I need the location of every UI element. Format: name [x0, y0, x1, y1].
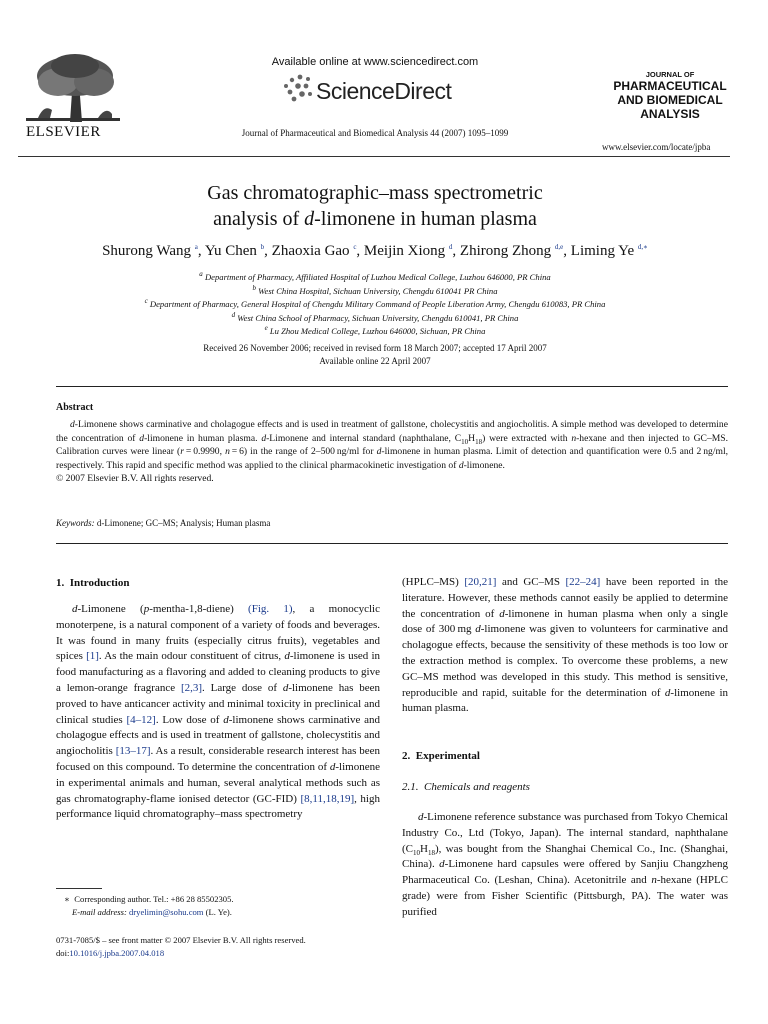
doi-link[interactable]: 10.1016/j.jpba.2007.04.018 — [69, 948, 165, 958]
separator: , — [452, 243, 460, 259]
author-name: Liming Ye — [570, 243, 635, 259]
email-suffix: (L. Ye). — [205, 907, 232, 917]
author-affil-link[interactable]: b — [260, 243, 265, 251]
separator: , — [356, 243, 364, 259]
title-text: -limonene in human plasma — [314, 208, 537, 230]
author-affil-link[interactable]: d,∗ — [637, 243, 648, 251]
affil-marker: a — [199, 270, 203, 279]
author-name: Meijin Xiong — [363, 243, 446, 259]
author-name: Zhaoxia Gao — [271, 243, 350, 259]
corresponding-author — [56, 893, 386, 906]
author — [102, 243, 205, 259]
affil-text: Lu Zhou Medical College, Luzhou 646000, Sichuan, PR China — [269, 326, 486, 336]
publisher-name: ELSEVIER — [26, 124, 101, 140]
affiliation — [40, 312, 710, 326]
author — [571, 243, 648, 259]
page-footer — [56, 934, 306, 960]
section-heading: 2. Experimental — [402, 750, 480, 762]
affil-marker: d — [231, 310, 236, 319]
affil-text: West China Hospital, Sichuan University, Chengdu 610041 PR China — [258, 285, 498, 296]
affil-marker: e — [264, 324, 268, 333]
issn-line: 0731-7085/$ – see front matter © 2007 Elsevier B.V. All rights reserved. — [56, 935, 306, 945]
affil-marker: c — [144, 297, 148, 306]
author-name: Shurong Wang — [102, 243, 192, 259]
affil-marker: b — [252, 283, 256, 292]
sciencedirect-dots-icon — [280, 72, 320, 106]
author-affil-link[interactable]: c — [353, 243, 357, 251]
footnote — [56, 893, 386, 919]
title-line-2 — [80, 206, 670, 232]
author — [205, 243, 272, 259]
affiliation — [40, 325, 710, 339]
footnote-marker: ∗ — [64, 894, 70, 904]
citation-link[interactable]: [1] — [86, 650, 99, 663]
abstract-body: d-Limonene shows carminative and cholagogue effects and is used in treatment of gallstone, cholecystitis and angiocholitis. A simple method was developed to determine the concentration of d-limonene in human plasma. d-Limonene and internal standard (naphthalane, $C_{10}H_{18}$) were extracted with n-hexane and then injected to GC–MS. Calibration curves were linear (r = 0.9990, n = 6) in the range of 2–500 ng/ml for d-limonene in human plasma. Limit of detection and quantification were 0.5 and 2 ng/ml, respectively. This rapid and specific method was applied to the clinical pharmacokinetic investigation of d-limonene. © 2007 Elsevier B.V. All rights reserved. — [56, 419, 729, 484]
copyright: © 2007 Elsevier B.V. All rights reserved. — [56, 473, 214, 484]
article-dates — [60, 342, 690, 367]
email-link[interactable]: dryelimin@sohu.com — [128, 907, 204, 917]
affiliation — [40, 271, 710, 285]
doi-label: doi: — [56, 948, 70, 958]
elsevier-tree-icon — [18, 52, 128, 124]
journal-url[interactable]: www.elsevier.com/locate/jpba — [602, 142, 711, 152]
author-name: Zhirong Zhong — [459, 243, 552, 259]
journal-citation: Journal of Pharmaceutical and Biomedical Analysis 44 (2007) 1095–1099 — [241, 128, 509, 138]
doi-line — [56, 947, 306, 960]
abstract-top-rule — [56, 386, 728, 387]
title-line-1: Gas chromatographic–mass spectrometric — [207, 182, 543, 204]
title-text: analysis of — [213, 208, 305, 230]
citation-link[interactable]: [8,11,18,19] — [300, 792, 355, 805]
author-list — [30, 243, 720, 260]
elsevier-logo — [18, 52, 128, 142]
intro-column-left: d-Limonene (p-mentha-1,8-diene) (Fig. 1), a monocyclic monoterpene, is a natural component of a variety of foods and beverages. It was found in many fruits (especially citrus fruits), vegetables and spices [1]. As the main odour constituent of citrus, d-limonene is used in food manufacturing as a flavoring and added to cleaning products to give a lemon-orange fragrance [2,3]. Large dose of d-limonene has been proved to have anticancer activity and minimal toxicity in preclinical and clinical studies [4–12]. Low dose of d-limonene shows carminative and cholagogue effects and is used in treatment of gallstone, cholecystitis and angiocholitis [13–17]. As a result, considerable research interest has been focused on this compound. To determine the concentration of d-limonene in experimental animals and human, several analytical methods such as gas chromatography-flame ionised detector (GC-FID) [8,11,18,19], high performance liquid chromatography–mass spectrometry — [56, 603, 381, 821]
separator: , — [563, 243, 571, 259]
author-affil-link[interactable]: d,e — [554, 243, 564, 251]
citation-link[interactable]: [2,3] — [180, 681, 203, 694]
intro-column-right: (HPLC–MS) [20,21] and GC–MS [22–24] have been reported in the literature. However, these methods cannot easily be applied to determine the concentration of d-limonene in human plasma when only a single dose of 300 mg d-limonene was given to volunteers for carminative and cholagogue effects, because the sensitivity of these methods is too low or the extraction method is complex. To overcome these problems, a new GC–MS method was developed in this study. This method is sensitive, reproducible and rapid, suitable for the determination of d-limonene in human plasma. — [402, 576, 729, 715]
citation-link[interactable]: [13–17] — [115, 745, 151, 758]
title-italic: d — [304, 208, 315, 230]
available-online[interactable]: Available online at www.sciencedirect.com — [271, 56, 479, 68]
affil-text: West China School of Pharmacy, Sichuan University, Chengdu 610041, PR China — [237, 312, 519, 323]
email-line — [56, 906, 386, 919]
author — [364, 243, 460, 259]
separator: , — [264, 243, 272, 259]
author — [460, 243, 571, 259]
sciencedirect-logo[interactable] — [280, 72, 480, 108]
affil-text: Department of Pharmacy, Affiliated Hospital of Luzhou Medical College, Luzhou 646000, PR China — [204, 272, 551, 282]
citation-link[interactable]: [20,21] — [464, 576, 497, 588]
affiliation — [40, 285, 710, 299]
footnote-rule — [56, 888, 102, 889]
citation-link[interactable]: [4–12] — [126, 713, 156, 726]
chemicals-paragraph: d-Limonene reference substance was purchased from Tokyo Chemical Industry Co., Ltd (Tokyo, Japan). The internal standard, naphthalane $(C_{10}H_{18})$, was bought from the Shanghai Chemical Co., Inc. (Shanghai, China). d-Limonene hard capsules were offered by Sanjiu Changzheng Pharmaceutical Co. (Leshan, China). Acetonitrile and n-hexane (HPLC grade) were from Fisher Scientific (Pittsburgh, PA). The water was purified — [402, 811, 728, 918]
email-label: E-mail address: — [72, 907, 127, 917]
journal-name — [610, 70, 730, 121]
affiliations — [40, 271, 710, 339]
article-title — [80, 180, 670, 232]
footnote-text: Corresponding author. Tel.: +86 28 85502305. — [74, 894, 234, 904]
keywords-list: d-Limonene; GC–MS; Analysis; Human plasma — [96, 518, 271, 528]
journal-name-line: PHARMACEUTICAL — [613, 79, 727, 93]
sciencedirect-wordmark: ScienceDirect — [316, 78, 452, 104]
abstract-bottom-rule — [56, 543, 728, 544]
header-rule — [18, 156, 730, 157]
keywords — [56, 518, 270, 528]
abstract-heading: Abstract — [56, 402, 94, 413]
received-dates: Received 26 November 2006; received in revised form 18 March 2007; accepted 17 April 2007 — [203, 343, 547, 353]
affil-text: Department of Pharmacy, General Hospital of Chengdu Military Command of People Liberation Army, Chengdu 610083, PR China — [149, 299, 606, 309]
affiliation — [40, 298, 710, 312]
journal-name-line: AND BIOMEDICAL — [617, 93, 723, 107]
author-affil-link[interactable]: d — [448, 243, 453, 251]
keywords-label: Keywords: — [56, 518, 95, 528]
citation-link[interactable]: [22–24] — [565, 576, 601, 588]
journal-name-line: JOURNAL OF — [645, 70, 695, 79]
subsection-heading: 2.1. Chemicals and reagents — [402, 781, 530, 793]
online-date: Available online 22 April 2007 — [319, 355, 431, 366]
figure-link[interactable]: (Fig. 1) — [248, 603, 293, 615]
author — [272, 243, 364, 259]
author-affil-link[interactable]: a — [194, 243, 198, 251]
separator: , — [197, 243, 205, 259]
journal-name-line: ANALYSIS — [640, 107, 700, 121]
author-name: Yu Chen — [204, 243, 257, 259]
section-heading: 1. Introduction — [56, 577, 130, 589]
